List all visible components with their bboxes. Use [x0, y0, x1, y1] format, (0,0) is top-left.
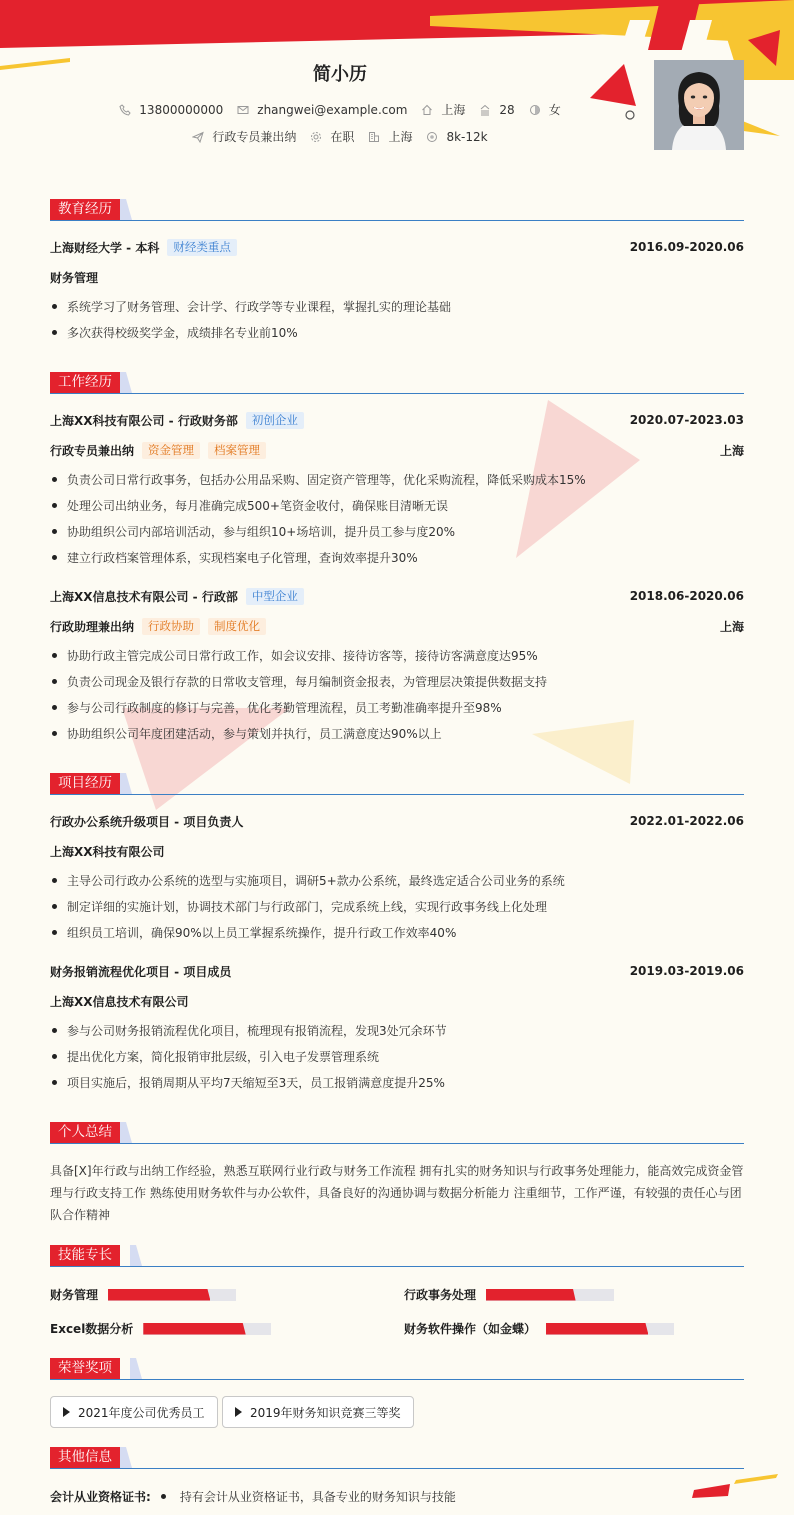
list-item: 负责公司日常行政事务，包括办公用品采购、固定资产管理等，优化采购流程，降低采购成本15% [50, 471, 744, 488]
section-header-education [50, 199, 744, 221]
gear-icon [310, 131, 322, 143]
award-text: 2019年财务知识竞赛三等奖 [250, 1405, 401, 1420]
skill-bar [486, 1289, 614, 1301]
work-header-row [50, 411, 744, 429]
section-title: 技能专长 [50, 1245, 120, 1266]
section-tail-decoration [130, 1358, 160, 1379]
list-item: 处理公司出纳业务，每月准确完成500+笔资金收付，确保账目清晰无误 [50, 497, 744, 514]
status-text: 在职 [330, 130, 355, 144]
home-icon [421, 104, 433, 116]
project-title: 财务报销流程优化项目 - 项目成员 [50, 964, 232, 979]
avatar [654, 60, 744, 150]
work-city: 上海 [719, 443, 744, 458]
phone-info [119, 103, 223, 117]
work-role-row [50, 441, 744, 459]
list-item: 参与公司财务报销流程优化项目，梳理现有报销流程，发现3处冗余环节 [50, 1022, 744, 1039]
list-item: 多次获得校级奖学金，成绩排名专业前10% [50, 324, 744, 341]
skill-bar [108, 1289, 236, 1301]
summary-line: 理与行政支持工作 熟练使用财务软件与办公软件，具备良好的沟通协调与数据分析能力 注重细节，工作严谨，有较强的责任心与团 [50, 1186, 742, 1200]
skill-item [404, 1320, 674, 1337]
mail-icon [237, 104, 249, 116]
certificate-text: 持有会计从业资格证书，具备专业的财务知识与技能 [179, 1490, 456, 1504]
work-header-row [50, 587, 744, 605]
email-info [237, 103, 407, 117]
skill-name: 财务软件操作（如金蝶） [404, 1322, 537, 1336]
phone-icon [119, 104, 131, 116]
project-company-row [50, 842, 744, 860]
skill-item [404, 1286, 614, 1303]
list-item: 参与公司行政制度的修订与完善，优化考勤管理流程，员工考勤准确率提升至98% [50, 699, 744, 716]
phone-number: 13800000000 [139, 102, 224, 117]
skill-bar-fill [108, 1289, 210, 1301]
education-period: 2016.09-2020.06 [629, 240, 744, 254]
location-text: 上海 [441, 103, 466, 117]
section-header-project [50, 773, 744, 795]
company-tag: 初创企业 [246, 412, 304, 429]
skill-tag: 制度优化 [208, 618, 266, 635]
skill-name: 财务管理 [50, 1288, 99, 1302]
project-company: 上海XX信息技术有限公司 [50, 994, 189, 1009]
skill-bar-fill [143, 1323, 245, 1335]
summary-line: 队合作精神 [50, 1208, 111, 1222]
skill-tag: 行政协助 [142, 618, 200, 635]
award-text: 2021年度公司优秀员工 [78, 1405, 205, 1420]
section-title: 工作经历 [50, 372, 120, 393]
gender-info [529, 101, 561, 118]
skill-bar-fill [486, 1289, 576, 1301]
section-header-skills [50, 1245, 744, 1267]
gender-text: 女 [548, 103, 561, 117]
work-role-row [50, 617, 744, 635]
major-name: 财务管理 [50, 270, 99, 285]
project-header-row [50, 812, 744, 830]
list-item: 协助行政主管完成公司日常行政工作，如会议安排、接待访客等，接待访客满意度达95% [50, 647, 744, 664]
school-tag: 财经类重点 [167, 239, 237, 256]
job-intent-row [0, 128, 680, 145]
coin-icon [426, 131, 438, 143]
section-tail-decoration [120, 199, 150, 220]
section-tail-decoration [120, 1122, 150, 1143]
section-header-awards [50, 1358, 744, 1380]
city-info [368, 128, 412, 145]
project-period: 2022.01-2022.06 [629, 814, 744, 828]
company-tag: 中型企业 [246, 588, 304, 605]
company-name: 上海XX信息技术有限公司 - 行政部 [50, 589, 238, 604]
list-item: 建立行政档案管理体系，实现档案电子化管理，查询效率提升30% [50, 549, 744, 566]
list-item: 提出优化方案，简化报销审批层级，引入电子发票管理系统 [50, 1048, 744, 1065]
project-period: 2019.03-2019.06 [629, 964, 744, 978]
candidate-name: 简小历 [313, 64, 367, 85]
list-item: 组织员工培训，确保90%以上员工掌握系统操作，提升行政工作效率40% [50, 924, 744, 941]
project-title: 行政办公系统升级项目 - 项目负责人 [50, 814, 244, 829]
skill-tag: 资金管理 [142, 442, 200, 459]
company-name: 上海XX科技有限公司 - 行政财务部 [50, 413, 238, 428]
list-item: 负责公司现金及银行存款的日常收支管理，每月编制资金报表，为管理层决策提供数据支持 [50, 673, 744, 690]
salary-text: 8k-12k [446, 129, 488, 144]
city-text: 上海 [388, 130, 413, 144]
section-title: 荣誉奖项 [50, 1358, 120, 1379]
play-icon [63, 1407, 70, 1417]
list-item: 制定详细的实施计划，协调技术部门与行政部门，完成系统上线，实现行政事务线上化处理 [50, 898, 744, 915]
list-item: 协助组织公司内部培训活动，参与组织10+场培训，提升员工参与度20% [50, 523, 744, 540]
work-period: 2020.07-2023.03 [629, 413, 744, 427]
section-header-work [50, 372, 744, 394]
other-info-row [50, 1488, 456, 1505]
role-name: 行政助理兼出纳 [50, 619, 135, 634]
section-header-other [50, 1447, 744, 1469]
skill-tag: 档案管理 [208, 442, 266, 459]
list-item: 协助组织公司年度团建活动，参与策划并执行，员工满意度达90%以上 [50, 725, 744, 742]
section-header-summary [50, 1122, 744, 1144]
work-period: 2018.06-2020.06 [629, 589, 744, 603]
calendar-icon [479, 104, 491, 116]
list-item: 项目实施后，报销周期从平均7天缩短至3天，员工报销满意度提升25% [50, 1074, 744, 1091]
position-text: 行政专员兼出纳 [212, 130, 297, 144]
status-info [310, 128, 354, 145]
skill-bar [546, 1323, 674, 1335]
skill-bar-fill [546, 1323, 648, 1335]
salary-info [426, 130, 487, 144]
portrait-illustration [654, 60, 744, 150]
building-icon [368, 131, 380, 143]
section-title: 项目经历 [50, 773, 120, 794]
summary-text [50, 1160, 744, 1226]
gender-icon [529, 104, 541, 116]
section-title: 个人总结 [50, 1122, 120, 1143]
email-address: zhangwei@example.com [257, 102, 408, 117]
list-item: 主导公司行政办公系统的选型与实施项目，调研5+款办公系统，最终选定适合公司业务的系统 [50, 872, 744, 889]
project-company: 上海XX科技有限公司 [50, 844, 165, 859]
skill-name: 行政事务处理 [404, 1288, 477, 1302]
send-icon [192, 131, 204, 143]
work-city: 上海 [719, 619, 744, 634]
age-info [479, 103, 514, 117]
skill-name: Excel数据分析 [50, 1322, 134, 1336]
award-item [222, 1396, 414, 1428]
contact-info-row [0, 101, 680, 118]
bullet-dot [161, 1494, 166, 1499]
section-title: 其他信息 [50, 1447, 120, 1468]
skill-item [50, 1286, 236, 1303]
section-tail-decoration [120, 773, 150, 794]
project-header-row [50, 962, 744, 980]
section-tail-decoration [130, 1245, 160, 1266]
project-company-row [50, 992, 744, 1010]
location-info [421, 101, 465, 118]
skill-bar [143, 1323, 271, 1335]
position-info [192, 128, 296, 145]
school-name: 上海财经大学 - 本科 [50, 240, 160, 255]
list-item: 系统学习了财务管理、会计学、行政学等专业课程，掌握扎实的理论基础 [50, 298, 744, 315]
role-name: 行政专员兼出纳 [50, 443, 135, 458]
age-text: 28 [499, 102, 515, 117]
section-tail-decoration [120, 372, 150, 393]
certificate-label: 会计从业资格证书: [50, 1490, 151, 1504]
award-item [50, 1396, 218, 1428]
education-header-row [50, 238, 744, 256]
summary-line: 具备[X]年行政与出纳工作经验，熟悉互联网行业行政与财务工作流程 拥有扎实的财务知识与行政事务处理能力，能高效完成资金管 [50, 1164, 744, 1178]
skill-item [50, 1320, 271, 1337]
major-row [50, 268, 744, 286]
section-tail-decoration [120, 1447, 150, 1468]
play-icon [235, 1407, 242, 1417]
section-title: 教育经历 [50, 199, 120, 220]
